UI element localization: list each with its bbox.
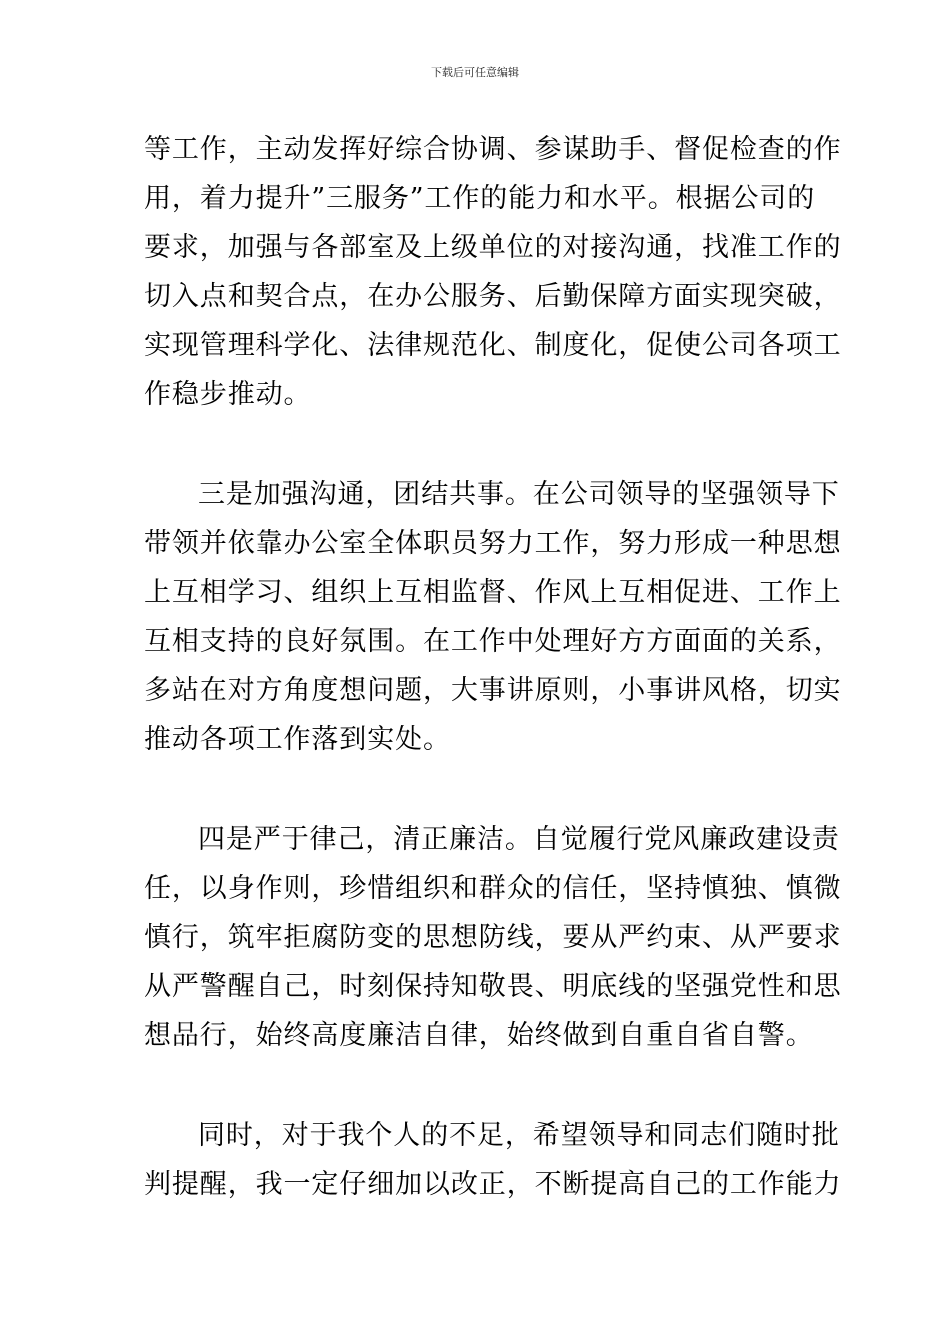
- paragraph-line: 判提醒，我一定仔细加以改正，不断提高自己的工作能力: [144, 1169, 842, 1200]
- paragraph-line: 互相支持的良好氛围。在工作中处理好方方面面的关系，: [144, 626, 842, 657]
- paragraph-first-line: 三是加强沟通，团结共事。在公司领导的坚强领导下: [198, 479, 840, 510]
- paragraph-line: 带领并依靠办公室全体职员努力工作，努力形成一种思想: [144, 528, 842, 559]
- paragraph-line: 多站在对方角度想问题，大事讲原则，小事讲风格，切实: [144, 675, 842, 706]
- paragraph-line: 从严警醒自己，时刻保持知敬畏、明底线的坚强党性和思: [144, 971, 842, 1002]
- paragraph-line: 等工作，主动发挥好综合协调、参谋助手、督促检查的作: [144, 134, 842, 165]
- paragraph-line: 任，以身作则，珍惜组织和群众的信任，坚持慎独、慎微: [144, 873, 842, 904]
- paragraph-line: 切入点和契合点，在办公服务、后勤保障方面实现突破，: [144, 281, 842, 312]
- paragraph-line: 作稳步推动。: [144, 379, 312, 410]
- paragraph-line: 要求，加强与各部室及上级单位的对接沟通，找准工作的: [144, 232, 842, 263]
- paragraph-line: 实现管理科学化、法律规范化、制度化，促使公司各项工: [144, 330, 842, 361]
- page-header-note: 下载后可任意编辑: [431, 66, 519, 79]
- paragraph-line: 慎行，筑牢拒腐防变的思想防线，要从严约束、从严要求: [144, 922, 842, 953]
- paragraph-line: 上互相学习、组织上互相监督、作风上互相促进、工作上: [144, 577, 842, 608]
- paragraph-line: 想品行，始终高度廉洁自律，始终做到自重自省自警。: [144, 1020, 814, 1051]
- paragraph-first-line: 四是严于律己，清正廉洁。自觉履行党风廉政建设责: [198, 824, 840, 855]
- paragraph-line: 推动各项工作落到实处。: [144, 724, 451, 755]
- paragraph-first-line: 同时，对于我个人的不足，希望领导和同志们随时批: [198, 1120, 840, 1151]
- paragraph-line: 用，着力提升”三服务”工作的能力和水平。根据公司的: [144, 183, 816, 214]
